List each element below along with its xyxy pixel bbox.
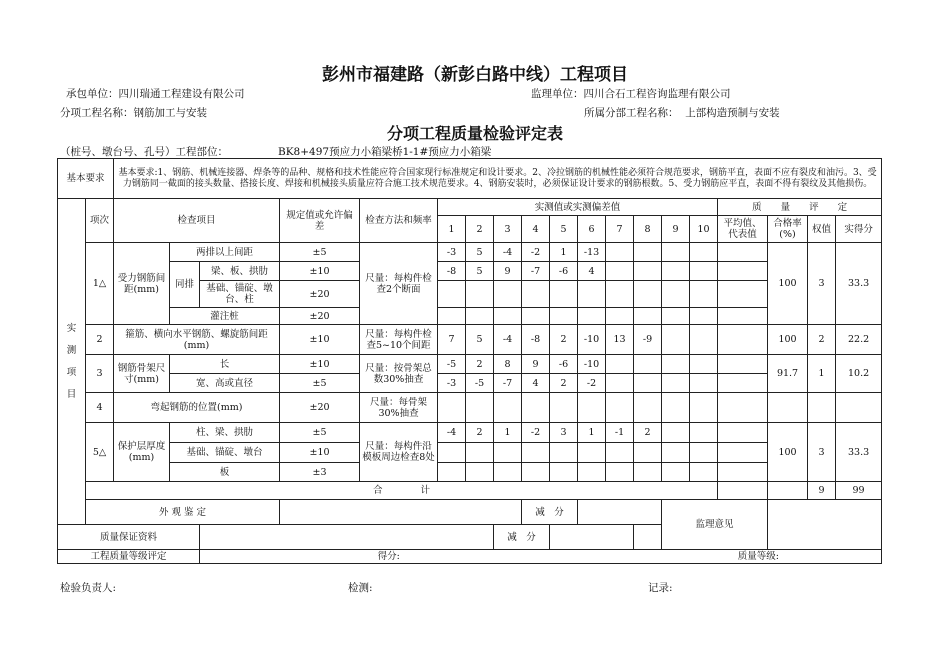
weight [808, 393, 836, 423]
sub-item: 灌注桩 [170, 308, 280, 325]
sub-item: 宽、高或直径 [170, 374, 280, 393]
total-score: 99 [836, 482, 882, 500]
measured-cell: 5 [466, 262, 494, 281]
measured-cell [522, 281, 550, 308]
measured-cell [578, 281, 606, 308]
avg-cell [718, 262, 768, 281]
score: 33.3 [836, 423, 882, 482]
measured-cell: -5 [438, 355, 466, 374]
form-title: 分项工程质量检验评定表 [386, 124, 563, 143]
measured-cell [690, 423, 718, 443]
measured-cell [466, 308, 494, 325]
col-number: 10 [690, 216, 718, 243]
measured-cell [606, 281, 634, 308]
spec-value: ±20 [280, 281, 360, 308]
spec-header: 规定值或允许偏差 [280, 199, 360, 243]
grade-level-field[interactable] [578, 550, 882, 564]
avg-cell [718, 463, 768, 482]
quality-docs-label: 质量保证资料 [58, 525, 200, 550]
measured-cell: -10 [578, 355, 606, 374]
measured-cell: 2 [550, 325, 578, 355]
measured-cell [578, 443, 606, 463]
location-label: （桩号、墩台号、孔号）工程部位： [60, 146, 228, 158]
supervisor-name: 四川合石工程咨询监理有限公司 [583, 88, 731, 100]
sub-item: 长 [170, 355, 280, 374]
grade-row [58, 550, 882, 564]
measured-cell: -3 [438, 243, 466, 262]
contractor-name: 四川瑞通工程建设有限公司 [118, 88, 245, 100]
measured-cell [690, 355, 718, 374]
measured-cell: -2 [578, 374, 606, 393]
tester-label: 检测: [348, 582, 373, 594]
spec-value: ±5 [280, 374, 360, 393]
appearance-row [58, 500, 882, 525]
item-no: 3 [86, 355, 114, 393]
measured-cell: -1 [606, 423, 634, 443]
measured-cell [662, 423, 690, 443]
measured-cell [438, 463, 466, 482]
measured-cell [494, 308, 522, 325]
col-number: 3 [494, 216, 522, 243]
measured-cell: 2 [634, 423, 662, 443]
measured-cell: -2 [522, 423, 550, 443]
measured-cell [522, 393, 550, 423]
measured-group-header: 实测值或实测偏差值 [438, 199, 718, 216]
col-number: 7 [606, 216, 634, 243]
measured-cell [690, 443, 718, 463]
measured-cell: -4 [494, 325, 522, 355]
total-row [58, 482, 882, 500]
pass-rate [768, 482, 808, 500]
table-row [58, 262, 882, 281]
spec-value: ±10 [280, 355, 360, 374]
measured-cell: 7 [438, 325, 466, 355]
measured-cell [522, 308, 550, 325]
measured-cell [466, 393, 494, 423]
measured-cell: 9 [522, 355, 550, 374]
measured-cell: 9 [494, 262, 522, 281]
requirements-row [58, 159, 882, 199]
docs-deduct-value[interactable] [550, 525, 634, 550]
pass-rate: 100 [768, 325, 808, 355]
measured-cell [662, 243, 690, 262]
item-no: 1△ [86, 243, 114, 325]
avg-cell [718, 482, 768, 500]
table-row [58, 374, 882, 393]
sub-item: 基础、锚碇、墩台、柱 [200, 281, 280, 308]
subitem-label: 分项工程名称： [60, 107, 134, 119]
score: 22.2 [836, 325, 882, 355]
sub-item: 柱、梁、拱肋 [170, 423, 280, 443]
pass-rate-header: 合格率(%) [768, 216, 808, 243]
measured-cell [550, 308, 578, 325]
measured-cell: 13 [606, 325, 634, 355]
grade-label: 工程质量等级评定 [58, 550, 200, 564]
requirements-text: 基本要求:1、钢筋、机械连接器、焊条等的品种、规格和技术性能应符合国家现行标准规定和设计要求。2、冷拉钢筋的机械性能必须符合规范要求，钢筋平直，表面不应有裂皮和油污。3、受力钢筋同一截面的接头数量、搭接长度、焊接和机械接头质量应符合施工技术规范要求。4、钢筋安装时，必须保证设计要求的钢筋根数。5、受力钢筋应平直，表面不得有裂纹及其他损伤。 [114, 159, 882, 199]
measured-cell [438, 281, 466, 308]
measured-cell: -4 [494, 243, 522, 262]
table-row [58, 423, 882, 443]
score: 33.3 [836, 243, 882, 325]
appearance-deduct-label: 减 分 [522, 500, 578, 525]
item-name: 箍筋、横向水平钢筋、螺旋筋间距(mm) [114, 325, 280, 355]
measured-cell [634, 281, 662, 308]
weight: 3 [808, 423, 836, 482]
spec-value: ±10 [280, 325, 360, 355]
sub-item: 两排以上间距 [170, 243, 280, 262]
measured-cell [634, 262, 662, 281]
total-label: 合 计 [86, 482, 718, 500]
method-header: 检查方法和频率 [360, 199, 438, 243]
avg-cell [718, 308, 768, 325]
measured-cell [634, 443, 662, 463]
method: 尺量：每骨架30%抽查 [360, 393, 438, 423]
measured-cell [662, 355, 690, 374]
supervisor-opinion-label: 监理意见 [662, 500, 768, 550]
appearance-deduct-value[interactable] [578, 500, 662, 525]
table-row [58, 325, 882, 355]
requirements-label: 基本要求 [58, 159, 114, 199]
weight: 1 [808, 355, 836, 393]
subitem-name: 钢筋加工与安装 [133, 107, 207, 119]
measured-cell [438, 393, 466, 423]
measured-cell: -6 [550, 355, 578, 374]
col-number: 2 [466, 216, 494, 243]
avg-cell [718, 355, 768, 374]
measured-cell: 1 [550, 243, 578, 262]
check-item-header: 检查项目 [114, 199, 280, 243]
measured-cell: 5 [466, 325, 494, 355]
pass-rate [768, 393, 808, 423]
measured-cell [606, 443, 634, 463]
col-number: 5 [550, 216, 578, 243]
sub-item: 同排 [170, 262, 200, 308]
measured-cell: -7 [494, 374, 522, 393]
avg-cell [718, 393, 768, 423]
measured-cell [550, 443, 578, 463]
col-number: 4 [522, 216, 550, 243]
weight-header: 权值 [808, 216, 836, 243]
avg-cell [718, 423, 768, 443]
measured-cell [662, 281, 690, 308]
spec-value: ±20 [280, 308, 360, 325]
measured-cell [606, 308, 634, 325]
avg-cell [718, 325, 768, 355]
spec-value: ±5 [280, 423, 360, 443]
table-row [58, 355, 882, 374]
sub-item: 梁、板、拱肋 [200, 262, 280, 281]
measured-cell: -10 [578, 325, 606, 355]
table-row [58, 308, 882, 325]
measured-cell [578, 463, 606, 482]
contractor-line [66, 86, 245, 101]
subitem-line [60, 105, 207, 120]
measured-cell [634, 243, 662, 262]
method: 尺量：按骨架总数30%抽查 [360, 355, 438, 393]
measured-cell [690, 281, 718, 308]
table-row [58, 463, 882, 482]
measured-cell [690, 374, 718, 393]
col-number: 9 [662, 216, 690, 243]
table-row [58, 443, 882, 463]
measured-cell: -9 [634, 325, 662, 355]
measured-cell [690, 463, 718, 482]
measured-cell [634, 374, 662, 393]
measured-cell [438, 443, 466, 463]
table-row [58, 243, 882, 262]
measured-cell [494, 393, 522, 423]
supervisor-opinion-value[interactable] [768, 500, 882, 550]
measured-cell [606, 393, 634, 423]
spec-value: ±5 [280, 243, 360, 262]
item-no: 4 [86, 393, 114, 423]
measured-cell: 5 [466, 243, 494, 262]
appearance-label: 外 观 鉴 定 [86, 500, 280, 525]
measured-cell [634, 308, 662, 325]
contractor-label: 承包单位： [66, 88, 119, 100]
measured-cell: 1 [578, 423, 606, 443]
measured-cell [690, 325, 718, 355]
measured-cell [634, 355, 662, 374]
item-no: 2 [86, 325, 114, 355]
spec-value: ±10 [280, 262, 360, 281]
measured-cell: -4 [438, 423, 466, 443]
avg-cell [718, 281, 768, 308]
table-row [58, 393, 882, 423]
measured-cell [494, 443, 522, 463]
measured-cell [466, 463, 494, 482]
measured-cell [662, 443, 690, 463]
item-no-header: 项次 [86, 199, 114, 243]
col-number: 6 [578, 216, 606, 243]
quality-docs-value[interactable] [200, 525, 494, 550]
spec-value: ±10 [280, 443, 360, 463]
parent-label: 所属分部工程名称： [584, 107, 679, 119]
appearance-value[interactable] [280, 500, 522, 525]
parent-name: 上部构造预制与安装 [685, 107, 780, 119]
avg-cell [718, 374, 768, 393]
score-label: 得分: [377, 551, 400, 562]
quality-group-header: 质 量 评 定 [718, 199, 882, 216]
measured-cell: 4 [578, 262, 606, 281]
measured-cell: -6 [550, 262, 578, 281]
measured-cell [690, 243, 718, 262]
measured-cell [690, 262, 718, 281]
method: 尺量：每构件检查5~10个间距 [360, 325, 438, 355]
method: 尺量：每构件检查2个断面 [360, 243, 438, 325]
item-name: 受力钢筋间距(mm) [114, 243, 170, 325]
col-number: 8 [634, 216, 662, 243]
measured-cell [690, 308, 718, 325]
docs-deduct-label: 减 分 [494, 525, 550, 550]
measured-cell [578, 393, 606, 423]
measured-cell: 8 [494, 355, 522, 374]
measured-cell: 4 [522, 374, 550, 393]
measured-cell [606, 243, 634, 262]
measured-cell [662, 308, 690, 325]
quality-table [57, 158, 882, 564]
measured-cell [662, 393, 690, 423]
measured-cell: 2 [550, 374, 578, 393]
score [836, 393, 882, 423]
sub-item: 板 [170, 463, 280, 482]
measured-cell: -13 [578, 243, 606, 262]
avg-header: 平均值、代表值 [718, 216, 768, 243]
pass-rate: 91.7 [768, 355, 808, 393]
supervisor-label: 监理单位： [531, 88, 584, 100]
col-number: 1 [438, 216, 466, 243]
measured-cell [606, 463, 634, 482]
measured-items-label: 实 测 项 目 [58, 199, 86, 525]
measured-cell [690, 393, 718, 423]
measured-cell [550, 463, 578, 482]
parent-line [584, 105, 780, 120]
measured-cell [578, 308, 606, 325]
measured-cell: 3 [550, 423, 578, 443]
measured-cell [438, 308, 466, 325]
measured-cell: -8 [522, 325, 550, 355]
avg-cell [718, 443, 768, 463]
project-title: 彭州市福建路（新彭白路中线）工程项目 [322, 65, 628, 85]
measured-cell [662, 262, 690, 281]
recorder-label: 记录: [648, 582, 673, 594]
grade-level-label: 质量等级: [737, 551, 779, 562]
item-name: 弯起钢筋的位置(mm) [114, 393, 280, 423]
weight: 3 [808, 243, 836, 325]
measured-cell [550, 393, 578, 423]
method: 尺量：每构件沿模板周边检查8处 [360, 423, 438, 482]
measured-cell: -2 [522, 243, 550, 262]
score-header: 实得分 [836, 216, 882, 243]
measured-cell: -8 [438, 262, 466, 281]
score-field[interactable] [200, 550, 578, 564]
measured-cell [662, 463, 690, 482]
measured-cell [606, 262, 634, 281]
measured-cell [662, 325, 690, 355]
measured-cell: 1 [494, 423, 522, 443]
sub-item: 基础、锚碇、墩台 [170, 443, 280, 463]
measured-cell [634, 393, 662, 423]
item-no: 5△ [86, 423, 114, 482]
inspector-label: 检验负责人: [60, 582, 117, 594]
measured-cell [494, 463, 522, 482]
measured-cell [466, 281, 494, 308]
measured-cell [466, 443, 494, 463]
score: 10.2 [836, 355, 882, 393]
avg-cell [718, 243, 768, 262]
location-value: BK8+497预应力小箱梁桥1-1#预应力小箱梁 [278, 146, 492, 158]
measured-cell: -7 [522, 262, 550, 281]
measured-cell [606, 374, 634, 393]
spec-value: ±3 [280, 463, 360, 482]
total-weight: 9 [808, 482, 836, 500]
measured-cell [522, 443, 550, 463]
supervisor-line [531, 86, 731, 101]
item-name: 保护层厚度(mm) [114, 423, 170, 482]
measured-cell: -3 [438, 374, 466, 393]
pass-rate: 100 [768, 423, 808, 482]
item-name: 钢筋骨架尺寸(mm) [114, 355, 170, 393]
pass-rate: 100 [768, 243, 808, 325]
measured-cell [634, 463, 662, 482]
measured-cell [606, 355, 634, 374]
measured-cell [522, 463, 550, 482]
measured-cell [662, 374, 690, 393]
header-row-1 [58, 199, 882, 216]
spec-value: ±20 [280, 393, 360, 423]
measured-cell [494, 281, 522, 308]
measured-cell: 2 [466, 355, 494, 374]
measured-cell [550, 281, 578, 308]
measured-cell: -5 [466, 374, 494, 393]
measured-cell: 2 [466, 423, 494, 443]
weight: 2 [808, 325, 836, 355]
